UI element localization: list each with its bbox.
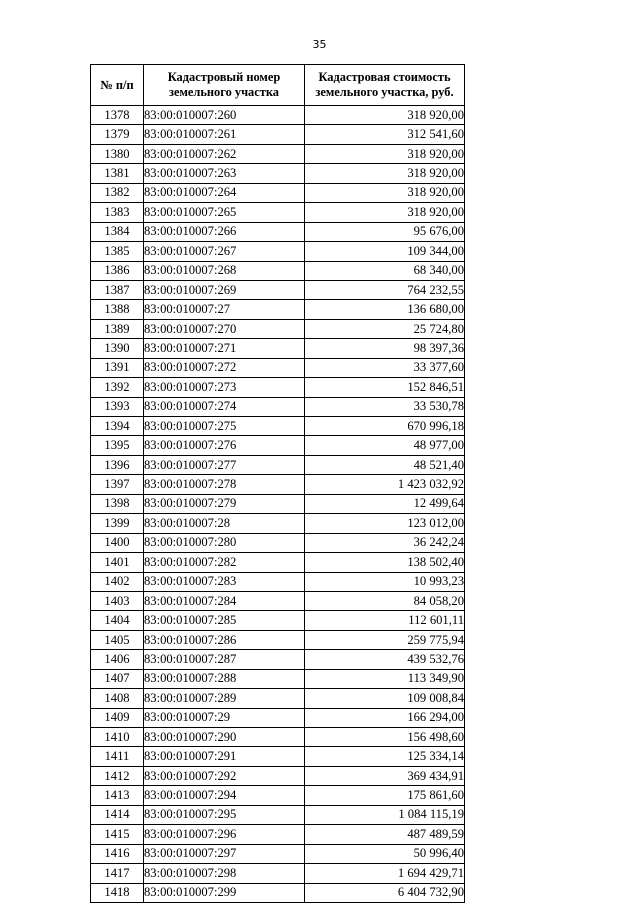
cadastral-number-cell: 83:00:010007:269 xyxy=(144,280,305,299)
cadastral-value-cell: 1 694 429,71 xyxy=(305,864,465,883)
table-row xyxy=(91,203,465,222)
row-number-cell: 1398 xyxy=(91,494,144,513)
table-row xyxy=(91,339,465,358)
cadastral-number-cell: 83:00:010007:264 xyxy=(144,183,305,202)
table-row xyxy=(91,417,465,436)
cadastral-value-cell: 112 601,11 xyxy=(305,611,465,630)
row-number-cell: 1412 xyxy=(91,766,144,785)
cadastral-value-cell: 84 058,20 xyxy=(305,591,465,610)
cadastral-value-cell: 318 920,00 xyxy=(305,164,465,183)
row-number-cell: 1406 xyxy=(91,650,144,669)
row-number-cell: 1414 xyxy=(91,805,144,824)
cadastral-number-cell: 83:00:010007:261 xyxy=(144,125,305,144)
table-row xyxy=(91,300,465,319)
row-number-cell: 1380 xyxy=(91,144,144,163)
cadastral-number-cell: 83:00:010007:283 xyxy=(144,572,305,591)
row-number-cell: 1378 xyxy=(91,106,144,125)
cadastral-number-cell: 83:00:010007:294 xyxy=(144,786,305,805)
cadastral-number-cell: 83:00:010007:286 xyxy=(144,630,305,649)
row-number-cell: 1383 xyxy=(91,203,144,222)
cadastral-value-cell: 318 920,00 xyxy=(305,203,465,222)
cadastral-number-cell: 83:00:010007:28 xyxy=(144,514,305,533)
row-number-cell: 1415 xyxy=(91,825,144,844)
page-number: 35 xyxy=(312,38,327,51)
cadastral-value-cell: 670 996,18 xyxy=(305,417,465,436)
cadastral-number-cell: 83:00:010007:260 xyxy=(144,106,305,125)
cadastral-number-cell: 83:00:010007:299 xyxy=(144,883,305,902)
table-row xyxy=(91,844,465,863)
table-row xyxy=(91,630,465,649)
table-body xyxy=(91,106,465,903)
cadastral-number-cell: 83:00:010007:292 xyxy=(144,766,305,785)
row-number-cell: 1405 xyxy=(91,630,144,649)
cadastral-value-cell: 1 423 032,92 xyxy=(305,475,465,494)
row-number-cell: 1387 xyxy=(91,280,144,299)
cadastral-number-cell: 83:00:010007:267 xyxy=(144,242,305,261)
table-row xyxy=(91,280,465,299)
table-row xyxy=(91,689,465,708)
row-number-cell: 1379 xyxy=(91,125,144,144)
row-number-cell: 1416 xyxy=(91,844,144,863)
row-number-cell: 1408 xyxy=(91,689,144,708)
row-number-cell: 1410 xyxy=(91,728,144,747)
cadastral-number-cell: 83:00:010007:272 xyxy=(144,358,305,377)
row-number-cell: 1417 xyxy=(91,864,144,883)
row-number-cell: 1389 xyxy=(91,319,144,338)
row-number-cell: 1402 xyxy=(91,572,144,591)
cadastral-value-cell: 166 294,00 xyxy=(305,708,465,727)
cadastral-value-cell: 156 498,60 xyxy=(305,728,465,747)
cadastral-value-cell: 113 349,90 xyxy=(305,669,465,688)
row-number-cell: 1407 xyxy=(91,669,144,688)
cadastral-value-cell: 6 404 732,90 xyxy=(305,883,465,902)
cadastral-value-cell: 10 993,23 xyxy=(305,572,465,591)
row-number-cell: 1394 xyxy=(91,417,144,436)
cadastral-value-cell: 764 232,55 xyxy=(305,280,465,299)
cadastral-number-cell: 83:00:010007:284 xyxy=(144,591,305,610)
cadastral-value-cell: 125 334,14 xyxy=(305,747,465,766)
row-number-cell: 1381 xyxy=(91,164,144,183)
table-row xyxy=(91,611,465,630)
cadastral-number-cell: 83:00:010007:291 xyxy=(144,747,305,766)
cadastral-number-cell: 83:00:010007:295 xyxy=(144,805,305,824)
cadastral-number-cell: 83:00:010007:289 xyxy=(144,689,305,708)
header-row-number: № п/п xyxy=(91,65,144,106)
cadastral-number-cell: 83:00:010007:270 xyxy=(144,319,305,338)
cadastral-value-cell: 36 242,24 xyxy=(305,533,465,552)
cadastral-number-cell: 83:00:010007:297 xyxy=(144,844,305,863)
table-row xyxy=(91,242,465,261)
row-number-cell: 1397 xyxy=(91,475,144,494)
cadastral-number-cell: 83:00:010007:287 xyxy=(144,650,305,669)
row-number-cell: 1384 xyxy=(91,222,144,241)
cadastral-number-cell: 83:00:010007:274 xyxy=(144,397,305,416)
table-row xyxy=(91,125,465,144)
cadastral-value-cell: 48 521,40 xyxy=(305,455,465,474)
cadastral-number-cell: 83:00:010007:288 xyxy=(144,669,305,688)
table-row xyxy=(91,728,465,747)
table-row xyxy=(91,650,465,669)
cadastral-value-cell: 123 012,00 xyxy=(305,514,465,533)
row-number-cell: 1388 xyxy=(91,300,144,319)
row-number-cell: 1418 xyxy=(91,883,144,902)
cadastral-value-cell: 48 977,00 xyxy=(305,436,465,455)
cadastral-value-cell: 369 434,91 xyxy=(305,766,465,785)
table-row xyxy=(91,514,465,533)
cadastral-number-cell: 83:00:010007:290 xyxy=(144,728,305,747)
cadastral-number-cell: 83:00:010007:282 xyxy=(144,553,305,572)
table-row xyxy=(91,183,465,202)
row-number-cell: 1382 xyxy=(91,183,144,202)
cadastral-value-cell: 109 008,84 xyxy=(305,689,465,708)
cadastral-value-cell: 136 680,00 xyxy=(305,300,465,319)
table-row xyxy=(91,222,465,241)
cadastral-value-cell: 138 502,40 xyxy=(305,553,465,572)
cadastral-number-cell: 83:00:010007:277 xyxy=(144,455,305,474)
cadastral-number-cell: 83:00:010007:29 xyxy=(144,708,305,727)
cadastral-value-cell: 33 377,60 xyxy=(305,358,465,377)
cadastral-value-cell: 1 084 115,19 xyxy=(305,805,465,824)
header-cadastral-value: Кадастровая стоимость земельного участка, руб. xyxy=(305,65,465,106)
table-row xyxy=(91,669,465,688)
row-number-cell: 1396 xyxy=(91,455,144,474)
table-row xyxy=(91,397,465,416)
cadastral-value-cell: 98 397,36 xyxy=(305,339,465,358)
row-number-cell: 1409 xyxy=(91,708,144,727)
cadastral-number-cell: 83:00:010007:285 xyxy=(144,611,305,630)
table-row xyxy=(91,378,465,397)
table-row xyxy=(91,572,465,591)
row-number-cell: 1413 xyxy=(91,786,144,805)
table-row xyxy=(91,358,465,377)
row-number-cell: 1385 xyxy=(91,242,144,261)
table-row xyxy=(91,805,465,824)
table-row xyxy=(91,883,465,902)
table-row xyxy=(91,319,465,338)
cadastral-number-cell: 83:00:010007:266 xyxy=(144,222,305,241)
row-number-cell: 1400 xyxy=(91,533,144,552)
table-row xyxy=(91,455,465,474)
cadastral-value-cell: 50 996,40 xyxy=(305,844,465,863)
table-header-row xyxy=(91,65,465,106)
table-row xyxy=(91,708,465,727)
table-row xyxy=(91,164,465,183)
table-row xyxy=(91,747,465,766)
row-number-cell: 1386 xyxy=(91,261,144,280)
header-cadastral-number: Кадастровый номер земельного участка xyxy=(144,65,305,106)
cadastral-value-cell: 25 724,80 xyxy=(305,319,465,338)
cadastral-value-cell: 312 541,60 xyxy=(305,125,465,144)
cadastral-number-cell: 83:00:010007:296 xyxy=(144,825,305,844)
cadastral-number-cell: 83:00:010007:263 xyxy=(144,164,305,183)
cadastral-value-cell: 318 920,00 xyxy=(305,144,465,163)
table-row xyxy=(91,766,465,785)
cadastral-value-cell: 95 676,00 xyxy=(305,222,465,241)
cadastral-value-cell: 318 920,00 xyxy=(305,106,465,125)
cadastral-number-cell: 83:00:010007:275 xyxy=(144,417,305,436)
table-row xyxy=(91,591,465,610)
cadastral-value-cell: 33 530,78 xyxy=(305,397,465,416)
row-number-cell: 1403 xyxy=(91,591,144,610)
cadastral-value-cell: 259 775,94 xyxy=(305,630,465,649)
table-row xyxy=(91,261,465,280)
table-row xyxy=(91,144,465,163)
row-number-cell: 1411 xyxy=(91,747,144,766)
table-row xyxy=(91,106,465,125)
cadastral-number-cell: 83:00:010007:279 xyxy=(144,494,305,513)
table-row xyxy=(91,475,465,494)
table-row xyxy=(91,864,465,883)
cadastral-value-cell: 68 340,00 xyxy=(305,261,465,280)
row-number-cell: 1404 xyxy=(91,611,144,630)
cadastral-number-cell: 83:00:010007:276 xyxy=(144,436,305,455)
cadastral-value-cell: 109 344,00 xyxy=(305,242,465,261)
row-number-cell: 1395 xyxy=(91,436,144,455)
table-row xyxy=(91,436,465,455)
cadastral-number-cell: 83:00:010007:280 xyxy=(144,533,305,552)
row-number-cell: 1391 xyxy=(91,358,144,377)
cadastral-value-cell: 487 489,59 xyxy=(305,825,465,844)
cadastral-number-cell: 83:00:010007:278 xyxy=(144,475,305,494)
cadastral-value-table xyxy=(90,64,465,903)
cadastral-value-cell: 12 499,64 xyxy=(305,494,465,513)
row-number-cell: 1393 xyxy=(91,397,144,416)
table-row xyxy=(91,786,465,805)
cadastral-number-cell: 83:00:010007:271 xyxy=(144,339,305,358)
table-header xyxy=(91,65,465,106)
table-row xyxy=(91,494,465,513)
cadastral-number-cell: 83:00:010007:273 xyxy=(144,378,305,397)
table-row xyxy=(91,533,465,552)
cadastral-number-cell: 83:00:010007:268 xyxy=(144,261,305,280)
cadastral-number-cell: 83:00:010007:262 xyxy=(144,144,305,163)
cadastral-value-cell: 152 846,51 xyxy=(305,378,465,397)
cadastral-number-cell: 83:00:010007:298 xyxy=(144,864,305,883)
row-number-cell: 1392 xyxy=(91,378,144,397)
cadastral-value-cell: 439 532,76 xyxy=(305,650,465,669)
table-row xyxy=(91,825,465,844)
cadastral-number-cell: 83:00:010007:27 xyxy=(144,300,305,319)
table-row xyxy=(91,553,465,572)
cadastral-value-cell: 318 920,00 xyxy=(305,183,465,202)
row-number-cell: 1390 xyxy=(91,339,144,358)
cadastral-value-cell: 175 861,60 xyxy=(305,786,465,805)
row-number-cell: 1401 xyxy=(91,553,144,572)
row-number-cell: 1399 xyxy=(91,514,144,533)
cadastral-number-cell: 83:00:010007:265 xyxy=(144,203,305,222)
